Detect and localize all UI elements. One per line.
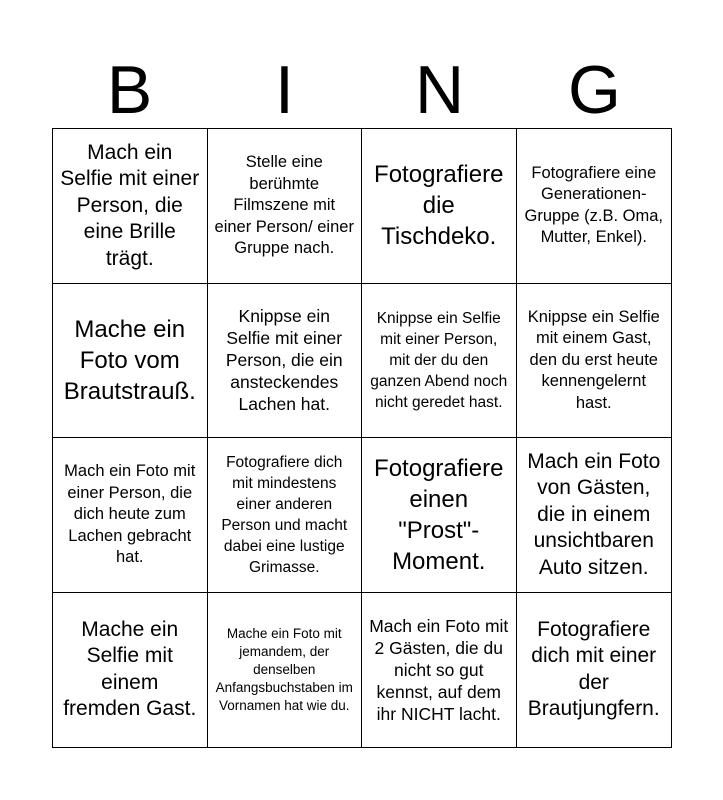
bingo-cell-r4-c4[interactable] xyxy=(517,593,672,748)
bingo-cell-r3-c3[interactable] xyxy=(362,438,517,593)
header-letter-g: G xyxy=(568,52,621,128)
bingo-cell-text: Mach ein Foto mit 2 Gästen, die du nicht so gut kennst, auf dem ihr NICHT lacht. xyxy=(369,615,509,724)
bingo-board xyxy=(52,128,672,748)
bingo-cell-r2-c3[interactable] xyxy=(362,284,517,439)
header-letter-n: N xyxy=(414,52,465,128)
bingo-cell-text: Knippse ein Selfie mit einer Person, die ein ansteckendes Lachen hat. xyxy=(225,306,343,415)
bingo-cell-text: Stelle eine berühmte Filmszene mit einer Person/ einer Gruppe nach. xyxy=(214,153,354,257)
bingo-cell-text: Mach ein Foto mit einer Person, die dich heute zum Lachen gebracht hat. xyxy=(64,462,196,566)
bingo-cell-text: Mache ein Foto vom Brautstrauß. xyxy=(63,315,196,405)
bingo-cell-r2-c4[interactable] xyxy=(517,284,672,439)
bingo-cell-r4-c3[interactable] xyxy=(362,593,517,748)
bingo-cell-r3-c1[interactable] xyxy=(53,438,208,593)
header-letter-b: B xyxy=(106,52,153,128)
bingo-cell-r1-c3[interactable] xyxy=(362,129,517,284)
bingo-cell-r2-c2[interactable] xyxy=(208,284,363,439)
bingo-header xyxy=(52,52,672,128)
header-letter-i: I xyxy=(275,52,294,128)
bingo-cell-text: Mach ein Selfie mit einer Person, die eine Brille trägt. xyxy=(60,140,200,270)
bingo-cell-text: Fotografiere dich mit mindestens einer anderen Person und macht dabei eine lustige Grimasse. xyxy=(221,453,348,576)
bingo-cell-text: Mache ein Foto mit jemandem, der denselben Anfangsbuchstaben im Vornamen hat wie du. xyxy=(215,625,353,713)
bingo-cell-text: Mache ein Selfie mit einem fremden Gast. xyxy=(63,617,197,721)
bingo-cell-text: Fotografiere dich mit einer der Brautjungfern. xyxy=(527,617,660,721)
bingo-cell-r4-c1[interactable] xyxy=(53,593,208,748)
bingo-cell-r3-c4[interactable] xyxy=(517,438,672,593)
bingo-cell-text: Mach ein Foto von Gästen, die in einem unsichtbaren Auto sitzen. xyxy=(527,449,661,579)
bingo-cell-text: Fotografiere die Tischdeko. xyxy=(374,161,504,251)
bingo-cell-r1-c2[interactable] xyxy=(208,129,363,284)
bingo-cell-r1-c1[interactable] xyxy=(53,129,208,284)
bingo-cell-r1-c4[interactable] xyxy=(517,129,672,284)
bingo-cell-text: Knippse ein Selfie mit einem Gast, den du erst heute kennengelernt hast. xyxy=(527,307,660,412)
bingo-cell-text: Fotografiere eine Generationen-Gruppe (z.B. Oma, Mutter, Enkel). xyxy=(524,163,663,247)
bingo-cell-text: Knippse ein Selfie mit einer Person, mit der du den ganzen Abend noch nicht geredet hast. xyxy=(370,309,508,411)
bingo-cell-text: Fotografiere einen "Prost"-Moment. xyxy=(374,454,504,575)
bingo-cell-r3-c2[interactable] xyxy=(208,438,363,593)
bingo-cell-r2-c1[interactable] xyxy=(53,284,208,439)
bingo-cell-r4-c2[interactable] xyxy=(208,593,363,748)
